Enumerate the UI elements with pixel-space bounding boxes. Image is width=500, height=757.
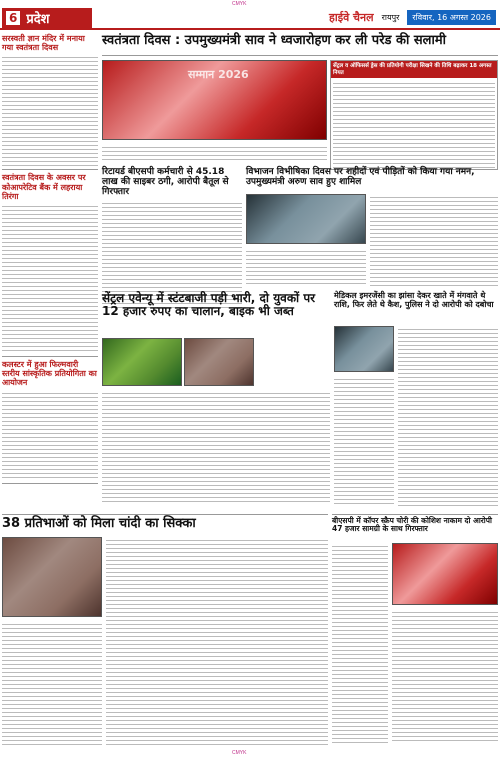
page-number: 6	[6, 11, 20, 25]
article-silver-coin	[2, 514, 328, 531]
article-body	[2, 203, 98, 353]
photo-caption: सम्मान 2026	[188, 68, 249, 81]
article-stunt	[102, 292, 330, 318]
notice-box-headline: सेंट्रल व ऑफिसर्स ड्रेस की प्रतियोगी परीक्षा सिखने की तिथि बढ़ाकर 18 अगस्त नियत	[331, 61, 497, 78]
article-body	[392, 609, 498, 743]
article-medical-scam	[334, 292, 498, 310]
article-body	[370, 194, 498, 286]
headline-stunt: सेंट्रल एवेन्यू में स्टंटबाजी पड़ी भारी, दो युवकों पर 12 हजार रुपए का चालान, बाइक भी जब्त	[102, 291, 316, 319]
scrap-photo	[392, 543, 498, 605]
article-body	[332, 543, 388, 743]
headline-partition-day: विभाजन विभीषिका दिवस पर शहीदों एवं पीड़ितों को किया गया नमन, उपमुख्यमंत्री अरुण साव हुए शामिल	[246, 167, 475, 187]
article-left-1	[2, 34, 98, 170]
article-cyber-fraud	[102, 168, 242, 310]
headline-left-2: स्वतंत्रता दिवस के अवसर पर कोआपरेटिव बैंक में लहराया तिरंगा	[2, 173, 86, 201]
masthead	[0, 8, 500, 30]
headline-left-1: सरस्वती ज्ञान मंदिर में मनाया गया स्वतंत्रता दिवस	[2, 34, 85, 53]
article-body	[334, 376, 394, 506]
article-body	[106, 537, 328, 747]
lead-headline-bar	[102, 34, 498, 56]
lead-body	[102, 144, 327, 162]
section-box	[2, 8, 92, 28]
notice-box-body	[333, 80, 495, 168]
scam-photo	[334, 326, 394, 372]
cmyk-mark-top: CMYK	[232, 1, 247, 7]
headline-copper-scrap: बीएसपी में कॉपर स्क्रैप चोरी की कोशिश नाकाम दो आरोपी 47 हजार सामग्री के साथ गिरफ्तार	[332, 516, 492, 534]
headline-left-3: कलस्टर में हुआ फिल्मवारी स्तरीय सांस्कृतिक प्रतियोगिता का आयोजन	[2, 359, 97, 388]
headline-cyber-fraud: रिटायर्ड बीएसपी कर्मचारी से 45.18 लाख की साइबर ठगी, आरोपी बैतूल से गिरफ्तार	[102, 167, 229, 197]
left-column	[2, 34, 98, 487]
masthead-right	[329, 10, 496, 25]
lead-headline: स्वतंत्रता दिवस : उपमुख्यमंत्री साव ने ध्वजारोहण कर ली परेड की सलामी	[102, 33, 446, 48]
article-body	[2, 621, 102, 747]
article-body	[2, 390, 98, 480]
section-title: प्रदेश	[26, 12, 50, 27]
stunt-photo-2	[184, 338, 254, 386]
newspaper-logo: हाईवे चैनल	[329, 11, 374, 24]
article-body	[2, 54, 98, 166]
city-name: रायपुर	[381, 13, 400, 22]
article-body	[102, 390, 330, 502]
article-partition-day	[246, 168, 498, 188]
partition-photo	[246, 194, 366, 244]
lead-photo	[102, 60, 327, 140]
article-copper-scrap	[332, 514, 498, 534]
article-left-2	[2, 173, 98, 357]
issue-date: रविवार, 16 अगस्त 2026	[407, 10, 496, 25]
article-body	[398, 326, 498, 506]
stunt-photo-1	[102, 338, 182, 386]
article-left-3	[2, 360, 98, 484]
cmyk-mark-bottom: CMYK	[232, 750, 247, 756]
coin-photo-1	[2, 537, 102, 617]
article-body	[246, 248, 366, 286]
headline-silver-coin: 38 प्रतिभाओं को मिला चांदी का सिक्का	[2, 516, 196, 531]
headline-medical-scam: मेडिकल इमरजेंसी का झांसा देकर खाते में मंगवाते थे राशि, फिर लेते थे कैश, पुलिस ने दो आरोपी को दबोचा	[334, 291, 494, 309]
notice-box	[330, 60, 498, 170]
